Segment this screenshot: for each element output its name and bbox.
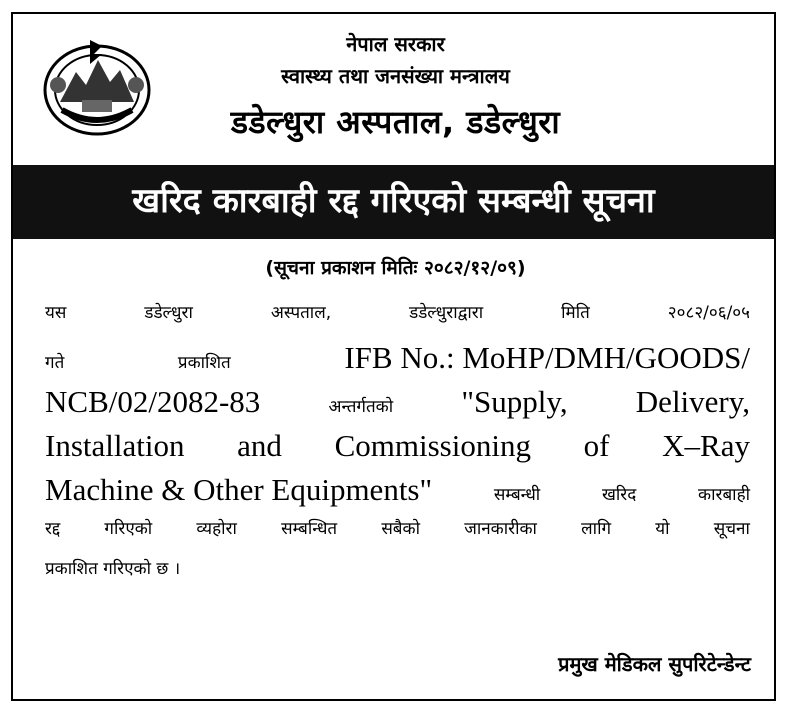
body-line-2 bbox=[45, 340, 750, 384]
hospital-name: डडेल्धुरा अस्पताल, डडेल्धुरा bbox=[230, 103, 561, 141]
government-name: नेपाल सरकार bbox=[346, 32, 445, 56]
notice-title: खरिद कारबाही रद्द गरिएको सम्बन्धी सूचना bbox=[132, 181, 655, 221]
word: of bbox=[583, 428, 610, 463]
publication-date: (सूचना प्रकाशन मितिः २०८२/१२/०९) bbox=[265, 257, 526, 279]
word: Machine & Other Equipments" bbox=[45, 472, 433, 507]
word: यस bbox=[45, 303, 67, 323]
word: २०८२/०६/०५ bbox=[667, 303, 750, 323]
word: रद्द bbox=[45, 519, 61, 539]
word: Installation bbox=[45, 428, 185, 463]
word: सूचना bbox=[713, 519, 750, 539]
word: लागि bbox=[581, 519, 612, 539]
ifb-number-cont: NCB/02/2082-83 bbox=[45, 384, 261, 419]
word: गते bbox=[45, 353, 65, 373]
word: गरिएको bbox=[104, 519, 153, 539]
word: सबैको bbox=[381, 519, 420, 539]
word: X–Ray bbox=[662, 428, 750, 463]
word: कारबाही bbox=[698, 485, 750, 505]
ifb-number: IFB No.: MoHP/DMH/GOODS/ bbox=[344, 340, 750, 375]
word: सम्बन्धी bbox=[493, 485, 541, 505]
word: अस्पताल, bbox=[270, 303, 332, 323]
word: व्यहोरा bbox=[196, 519, 237, 539]
word: जानकारीका bbox=[464, 519, 537, 539]
word: अन्तर्गतको bbox=[328, 397, 394, 417]
word: प्रकाशित bbox=[177, 353, 231, 373]
body-line-6 bbox=[45, 516, 750, 556]
word: डडेल्धुरा bbox=[144, 303, 193, 323]
body-line-1 bbox=[45, 300, 750, 340]
body-line-7 bbox=[45, 556, 750, 596]
ministry-name: स्वास्थ्य तथा जनसंख्या मन्त्रालय bbox=[281, 64, 510, 88]
word: "Supply, bbox=[461, 384, 568, 419]
word: मिति bbox=[561, 303, 590, 323]
word: यो bbox=[655, 519, 670, 539]
word: and bbox=[237, 428, 282, 463]
signature-title: प्रमुख मेडिकल सुपरिटेन्डेन्ट bbox=[558, 652, 751, 676]
body-line-3 bbox=[45, 384, 750, 428]
notice-body bbox=[45, 300, 750, 596]
word: खरिद bbox=[601, 485, 637, 505]
word: Delivery, bbox=[635, 384, 750, 419]
word: प्रकाशित गरिएको छ । bbox=[45, 559, 181, 579]
body-line-5 bbox=[45, 472, 750, 516]
word: Commissioning bbox=[334, 428, 531, 463]
body-line-4 bbox=[45, 428, 750, 472]
word: डडेल्धुराद्वारा bbox=[409, 303, 484, 323]
notice-title-banner bbox=[13, 165, 774, 239]
word: सम्बन्धित bbox=[281, 519, 338, 539]
